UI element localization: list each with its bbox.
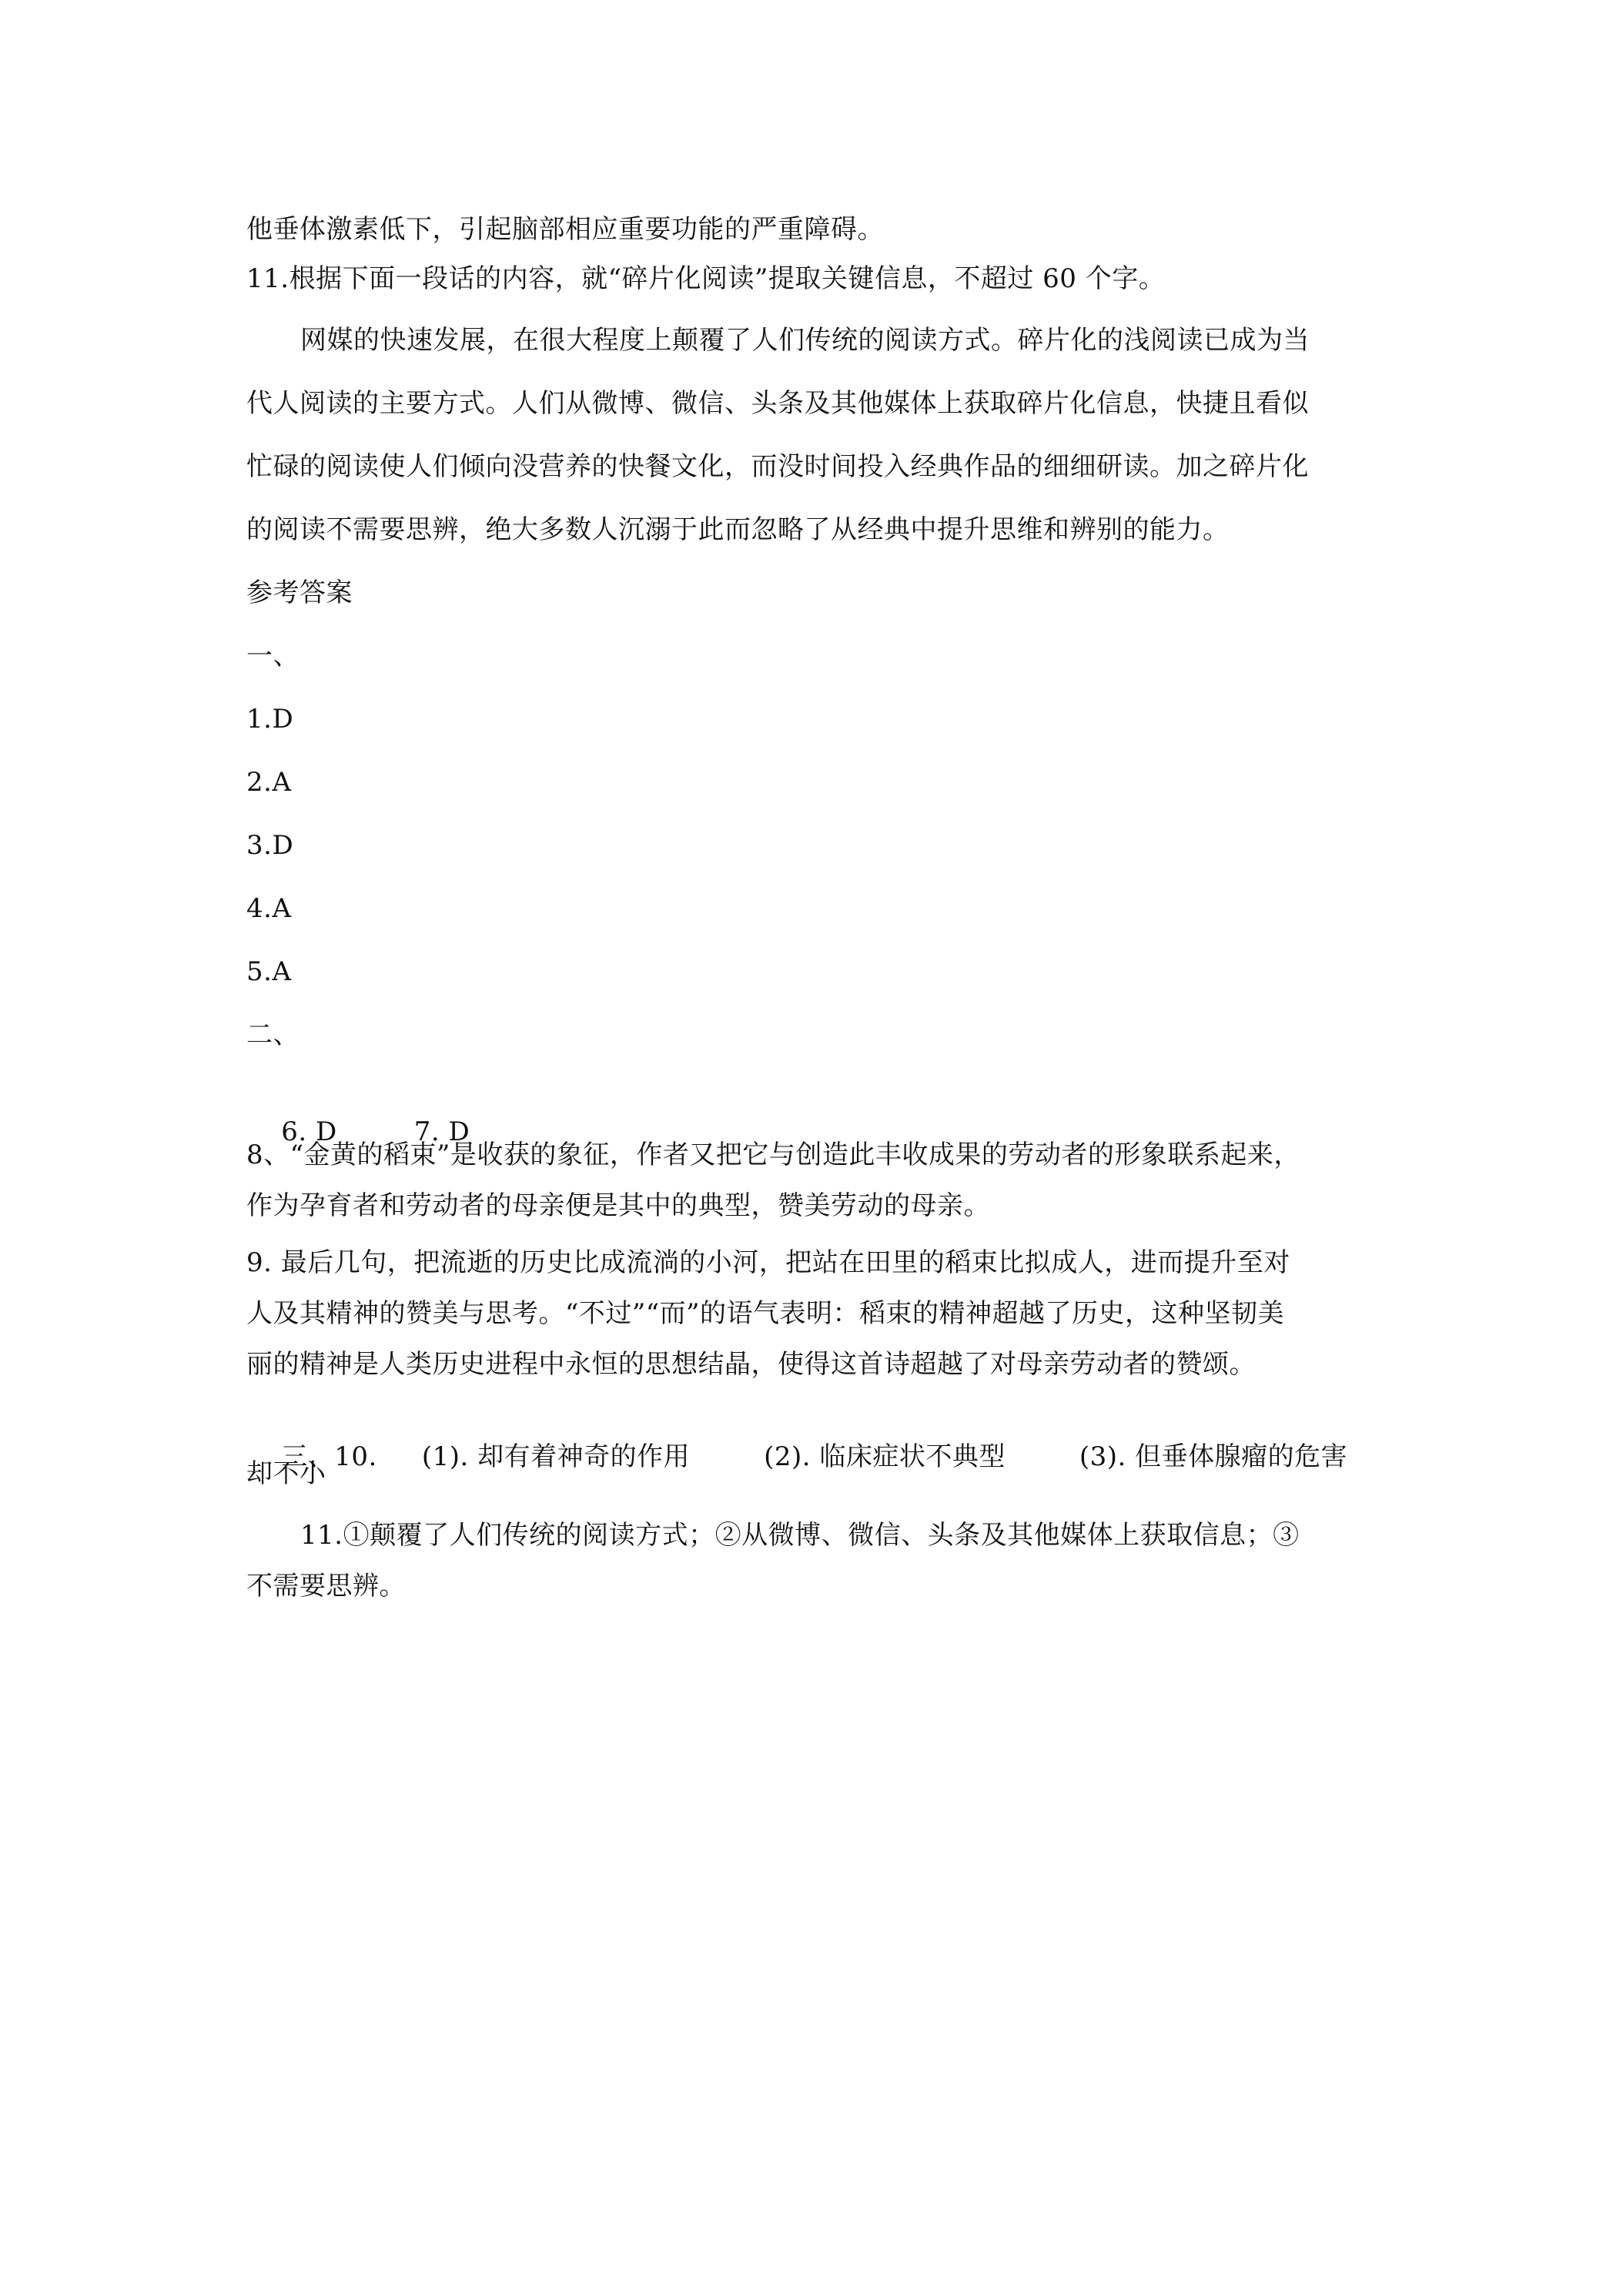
passage-line-2: 代人阅读的主要方式。人们从微博、微信、头条及其他媒体上获取碎片化信息，快捷且看似	[246, 388, 1309, 419]
passage-line-1: 网媒的快速发展，在很大程度上颠覆了人们传统的阅读方式。碎片化的浅阅读已成为当	[300, 325, 1310, 356]
text-line-continuation: 他垂体激素低下，引起脑部相应重要功能的严重障碍。	[246, 214, 884, 245]
answer-5: 5.A	[246, 956, 292, 987]
passage-line-4: 的阅读不需要思辨，绝大多数人沉溺于此而忽略了从经典中提升思维和辨别的能力。	[246, 514, 1230, 545]
answer-9-line-1: 9. 最后几句，把流逝的历史比成流淌的小河，把站在田里的稻束比拟成人，进而提升至对	[246, 1247, 1290, 1278]
answer-10-part-3: (3). 但垂体腺瘤的危害	[1079, 1441, 1348, 1472]
answer-9-line-2: 人及其精神的赞美与思考。“不过”“而”的语气表明：稻束的精神超越了历史，这种坚韧美	[246, 1298, 1285, 1329]
answer-10-line-1	[246, 1406, 1347, 1508]
answer-11-line-1: 11.①颠覆了人们传统的阅读方式；②从微博、微信、头条及其他媒体上获取信息；③	[300, 1520, 1300, 1551]
passage-line-3: 忙碌的阅读使人们倾向没营养的快餐文化，而没时间投入经典作品的细细研读。加之碎片化	[246, 451, 1309, 482]
section-2-heading: 二、	[246, 1019, 300, 1050]
answer-2: 2.A	[246, 767, 292, 798]
question-11-prompt: 11.根据下面一段话的内容，就“碎片化阅读”提取关键信息，不超过 60 个字。	[246, 263, 1166, 294]
section-3-answer-10-label: 三、10.	[281, 1441, 377, 1472]
answer-6: 6. D	[281, 1116, 337, 1147]
answer-key-heading: 参考答案	[246, 577, 353, 608]
answer-7: 7. D	[413, 1116, 470, 1147]
section-1-heading: 一、	[246, 641, 300, 671]
answer-10-part-2: (2). 临床症状不典型	[764, 1441, 1006, 1472]
answer-10-part-1: (1). 却有着神奇的作用	[421, 1441, 691, 1472]
answer-9-line-3: 丽的精神是人类历史进程中永恒的思想结晶，使得这首诗超越了对母亲劳动者的赞颂。	[246, 1349, 1256, 1380]
answer-4: 4.A	[246, 893, 292, 924]
answer-11-line-2: 不需要思辨。	[246, 1571, 406, 1602]
answer-8-line-1: 8、“金黄的稻束”是收获的象征，作者又把它与创造此丰收成果的劳动者的形象联系起来，	[246, 1140, 1300, 1170]
answer-3: 3.D	[246, 830, 294, 861]
answer-1: 1.D	[246, 704, 294, 735]
answer-8-line-2: 作为孕育者和劳动者的母亲便是其中的典型，赞美劳动的母亲。	[246, 1190, 990, 1221]
answer-10-line-2: 却不小	[246, 1458, 326, 1489]
